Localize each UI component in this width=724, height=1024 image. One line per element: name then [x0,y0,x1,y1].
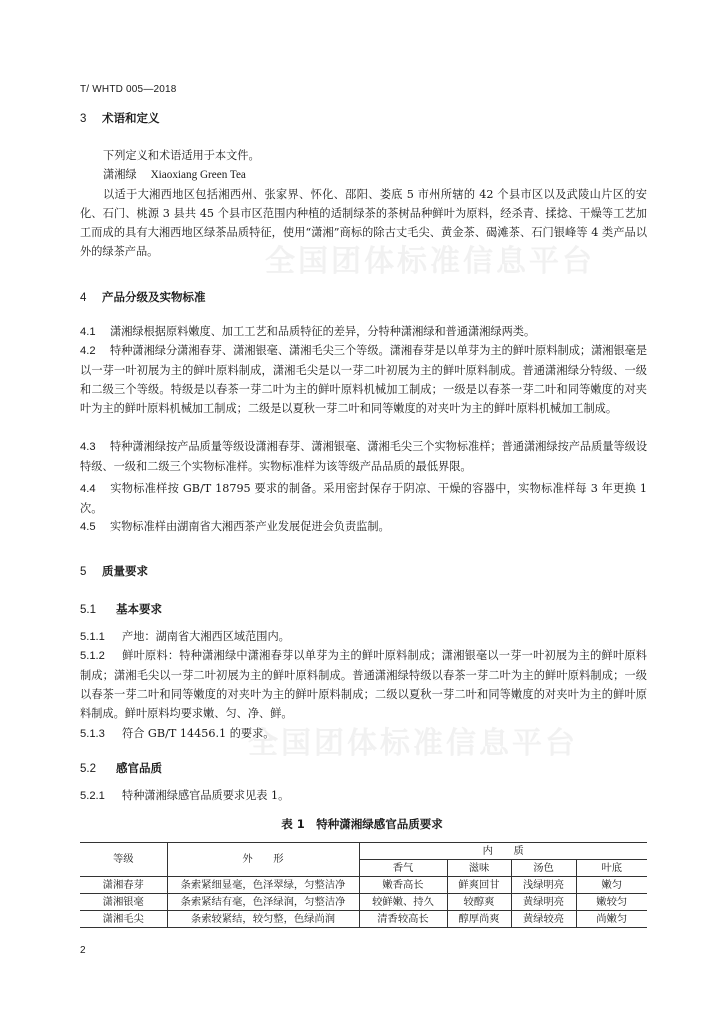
header-aroma: 香气 [359,860,447,877]
clause-5-1-1 [80,627,647,647]
cell-leaf-base: 嫩较匀 [576,894,647,911]
clause-4-4 [80,479,647,518]
cell-aroma: 较鲜嫩、持久 [359,894,447,911]
clause-number: 4.2 [80,345,96,357]
table-row [80,894,647,911]
section-title: 质量要求 [102,564,148,578]
table-title: 表 1 特种潇湘绿感官品质要求 [281,817,443,831]
clause-4-1 [80,322,647,342]
section-3-intro: 下列定义和术语适用于本文件。 [103,149,260,162]
clause-number: 4.1 [80,326,96,338]
cell-shape: 条索紧结有毫，色泽绿润，匀整洁净 [167,894,359,911]
header-shape: 外 形 [167,843,359,877]
clause-text: 特种潇湘绿感官品质要求见表 1。 [122,789,290,802]
clause-text: 实物标准样由湖南省大湘西茶产业发展促进会负责监制。 [110,520,390,533]
watermark: 全国团体标准信息平台 [265,244,595,279]
section-number: 5.1 [80,604,96,616]
standard-id: T/ WHTD 005—2018 [80,84,177,95]
section-5-heading [80,563,148,579]
term-entry [103,166,246,182]
cell-liquor-color: 黄绿较亮 [511,911,576,928]
cell-grade: 潇湘毛尖 [80,911,167,928]
watermark: 全国团体标准信息平台 [248,726,578,761]
cell-leaf-base: 嫩匀 [576,877,647,894]
section-number: 4 [80,292,87,304]
section-title: 基本要求 [116,602,162,616]
clause-5-1-3 [80,724,647,744]
clause-text: 特种潇湘绿分潇湘春芽、潇湘银毫、潇湘毛尖三个等级。潇湘春芽是以单芽为主的鲜叶原料制成；潇湘银毫是以一芽一叶初展为主的鲜叶原料制成，潇湘毛尖是以一芽二叶初展为主的鲜叶原料制成。普通潇湘绿分特级、一级和二级三个等级。特级是以春茶一芽二叶为主的鲜叶原料机械加工制成；一级是以春茶一芽二叶和同等嫩度的对夹叶为主的鲜叶原料机械加工制成；二级是以夏秋一芽二叶和同等嫩度的对夹叶为主的鲜叶原料机械加工制成。 [80,344,648,415]
section-number: 3 [80,113,87,125]
term-definition: 以适于大湘西地区包括湘西州、张家界、怀化、邵阳、娄底 5 市州所辖的 42 个县市区以及武陵山片区的安化、石门、桃源 3 县共 45 个县市区范围内种植的适制绿茶的茶树品种鲜叶为原料，经杀青、揉捻、干燥等工艺加工而成的具有大湘西地区绿茶品质特征，使用“潇湘”商标的除古丈毛尖、黄金茶、碣滩茶、石门银峰等 4 类产品以外的绿茶产品。 [80,188,648,258]
clause-5-1-2 [80,646,647,723]
sensory-quality-table [80,842,647,928]
header-taste: 滋味 [447,860,511,877]
section-5-2-heading [80,760,162,776]
clause-4-2 [80,341,647,418]
cell-shape: 条索紧细显毫，色泽翠绿，匀整洁净 [167,877,359,894]
section-number: 5 [80,566,87,578]
clause-text: 实物标准样按 GB/T 18795 要求的制备。采用密封保存于阴凉、干燥的容器中，实物标准样每 3 年更换 1 次。 [80,482,647,515]
clause-text: 潇湘绿根据原料嫩度、加工工艺和品质特征的差异，分特种潇湘绿和普通潇湘绿两类。 [110,325,536,338]
cell-liquor-color: 浅绿明亮 [511,877,576,894]
clause-4-3 [80,437,647,476]
clause-number: 5.1.1 [80,631,105,643]
clause-number: 5.1.2 [80,650,105,662]
page-number: 2 [80,945,86,956]
clause-4-5 [80,517,647,537]
clause-number: 4.3 [80,441,96,453]
cell-taste: 鲜爽回甘 [447,877,511,894]
clause-text: 产地：湖南省大湘西区域范围内。 [122,630,290,643]
cell-shape: 条索较紧结，较匀整，色绿尚润 [167,911,359,928]
clause-5-2-1 [80,786,647,806]
section-title: 术语和定义 [102,111,160,125]
section-4-heading [80,289,206,305]
clause-number: 5.2.1 [80,790,105,802]
cell-taste: 醇厚尚爽 [447,911,511,928]
header-inner-quality: 内 质 [359,843,647,860]
cell-aroma: 嫩香高长 [359,877,447,894]
section-title: 感官品质 [116,761,162,775]
section-3-heading [80,110,160,126]
term-chinese: 潇湘绿 [103,168,137,181]
header-grade: 等级 [80,843,167,877]
table-header-row [80,843,647,860]
clause-text: 符合 GB/T 14456.1 的要求。 [122,727,275,740]
section-title: 产品分级及实物标准 [102,290,206,304]
cell-liquor-color: 黄绿明亮 [511,894,576,911]
cell-grade: 潇湘春芽 [80,877,167,894]
table-row [80,911,647,928]
header-liquor-color: 汤色 [511,860,576,877]
cell-leaf-base: 尚嫩匀 [576,911,647,928]
clause-number: 4.5 [80,521,96,533]
cell-aroma: 清香较高长 [359,911,447,928]
cell-grade: 潇湘银毫 [80,894,167,911]
header-leaf-base: 叶底 [576,860,647,877]
table-row [80,877,647,894]
clause-text: 鲜叶原料：特种潇湘绿中潇湘春芽以单芽为主的鲜叶原料制成；潇湘银毫以一芽一叶初展为主的鲜叶原料制成；潇湘毛尖以一芽二叶初展为主的鲜叶原料制成。普通潇湘绿特级以春茶一芽二叶为主的鲜叶原料制成；一级以春茶一芽二叶和同等嫩度的对夹叶为主的鲜叶原料制成；二级以夏秋一芽二叶和同等嫩度的对夹叶为主的鲜叶原料制成。鲜叶原料均要求嫩、匀、净、鲜。 [80,649,647,720]
clause-number: 4.4 [80,483,96,495]
section-number: 5.2 [80,763,96,775]
section-5-1-heading [80,601,162,617]
cell-taste: 较醇爽 [447,894,511,911]
term-english: Xiaoxiang Green Tea [150,169,246,181]
clause-number: 5.1.3 [80,728,105,740]
clause-text: 特种潇湘绿按产品质量等级设潇湘春芽、潇湘银毫、潇湘毛尖三个实物标准样；普通潇湘绿按产品质量等级设特级、一级和二级三个实物标准样。实物标准样为该等级产品品质的最低界限。 [80,440,648,473]
